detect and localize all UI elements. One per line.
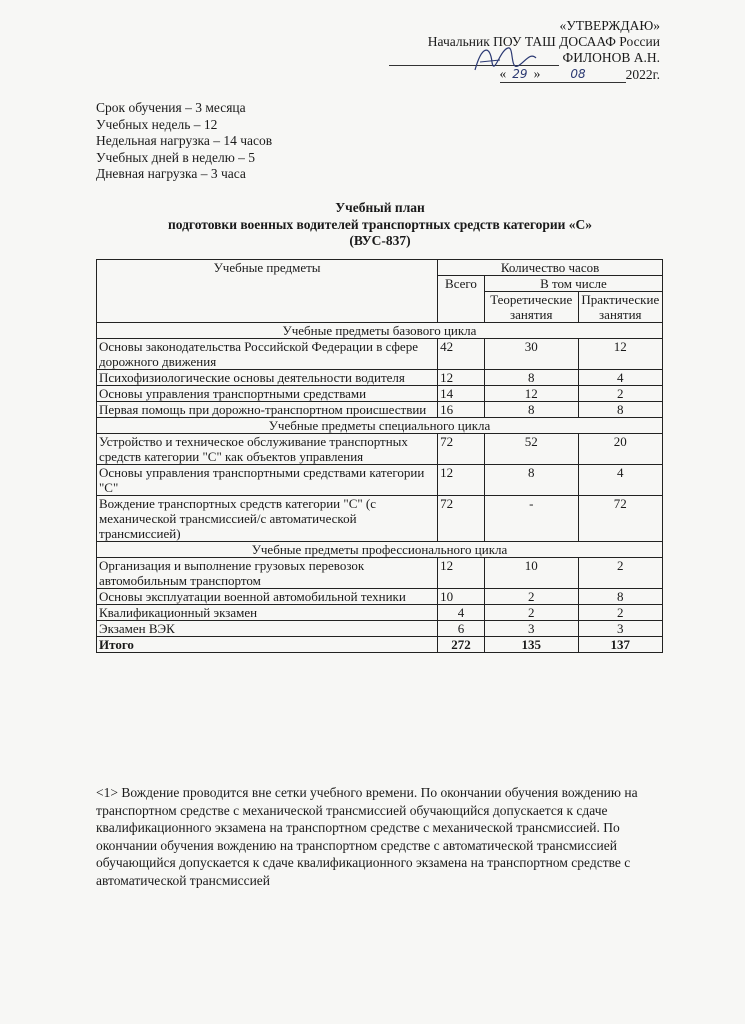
hours-total: 6 bbox=[438, 621, 485, 637]
total-hours: 272 bbox=[438, 637, 485, 653]
hours-theory: 30 bbox=[484, 339, 578, 370]
title-line-2: подготовки военных водителей транспортных средств категории «С» bbox=[167, 216, 593, 232]
title-line-1: Учебный план bbox=[335, 200, 425, 215]
footnote: <1> Вождение проводится вне сетки учебного времени. По окончании обучения вождению на транспортном средстве с механической трансмиссией обучающийся допускается к сдаче квалификационного экзамена на транспортном средстве с механической трансмиссией. По окончании обучения вождению на транспортном средстве с автоматической трансмиссией обучающийся допускается к сдаче квалификационного экзамена на транспортном средстве с автоматической трансмиссией bbox=[96, 785, 638, 888]
hours-practice: 3 bbox=[578, 621, 662, 637]
table-row bbox=[97, 605, 663, 621]
table-row bbox=[97, 339, 663, 370]
hours-total: 4 bbox=[438, 605, 485, 621]
hours-theory: 2 bbox=[484, 589, 578, 605]
table-row bbox=[97, 496, 663, 542]
total-theory: 135 bbox=[484, 637, 578, 653]
table-row bbox=[97, 370, 663, 386]
subject-name: Основы управления транспортными средствами bbox=[97, 386, 438, 402]
info-line: Учебных недель – 12 bbox=[96, 116, 218, 132]
hours-practice: 8 bbox=[578, 402, 662, 418]
curriculum-table bbox=[96, 259, 663, 653]
hours-total: 10 bbox=[438, 589, 485, 605]
hours-theory: 8 bbox=[484, 370, 578, 386]
table-row bbox=[97, 386, 663, 402]
hours-theory: - bbox=[484, 496, 578, 542]
hours-total: 16 bbox=[438, 402, 485, 418]
total-practice: 137 bbox=[578, 637, 662, 653]
subject-name: Первая помощь при дорожно-транспортном происшествии bbox=[97, 402, 438, 418]
section-title: Учебные предметы профессионального цикла bbox=[97, 542, 663, 558]
subject-name: Психофизиологические основы деятельности водителя bbox=[97, 370, 438, 386]
subject-name: Квалификационный экзамен bbox=[97, 605, 438, 621]
hours-practice: 72 bbox=[578, 496, 662, 542]
approval-name: ФИЛОНОВ А.Н. bbox=[562, 50, 660, 65]
section-row bbox=[97, 542, 663, 558]
hours-theory: 3 bbox=[484, 621, 578, 637]
header-including: В том числе bbox=[484, 276, 662, 292]
section-row bbox=[97, 323, 663, 339]
section-title: Учебные предметы специального цикла bbox=[97, 418, 663, 434]
hours-theory: 8 bbox=[484, 465, 578, 496]
table-row bbox=[97, 434, 663, 465]
info-line: Учебных дней в неделю – 5 bbox=[96, 149, 256, 165]
hours-total: 72 bbox=[438, 496, 485, 542]
subject-name: Организация и выполнение грузовых перевозок автомобильным транспортом bbox=[97, 558, 438, 589]
title-line-3: (ВУС-837) bbox=[349, 233, 411, 248]
date-day: 29 bbox=[506, 66, 533, 83]
hours-total: 42 bbox=[438, 339, 485, 370]
hours-practice: 20 bbox=[578, 434, 662, 465]
hours-theory: 10 bbox=[484, 558, 578, 589]
header-row bbox=[97, 260, 663, 276]
hours-total: 12 bbox=[438, 558, 485, 589]
approval-title: «УТВЕРЖДАЮ» bbox=[559, 18, 660, 33]
info-line: Дневная нагрузка – 3 часа bbox=[96, 166, 246, 181]
hours-practice: 2 bbox=[578, 386, 662, 402]
hours-practice: 4 bbox=[578, 465, 662, 496]
hours-total: 12 bbox=[438, 370, 485, 386]
info-line: Срок обучения – 3 месяца bbox=[96, 100, 246, 115]
subject-name: Устройство и техническое обслуживание транспортных средств категории "С" как объектов управления bbox=[97, 434, 438, 465]
hours-practice: 2 bbox=[578, 605, 662, 621]
course-info bbox=[96, 100, 272, 183]
date-year: 2022г. bbox=[625, 67, 660, 82]
handwritten-signature bbox=[470, 40, 540, 80]
hours-practice: 12 bbox=[578, 339, 662, 370]
hours-theory: 12 bbox=[484, 386, 578, 402]
info-line: Недельная нагрузка – 14 часов bbox=[96, 133, 273, 148]
hours-practice: 8 bbox=[578, 589, 662, 605]
header-theory: Теоретические занятия bbox=[484, 292, 578, 323]
hours-total: 14 bbox=[438, 386, 485, 402]
table-row bbox=[97, 589, 663, 605]
header-subjects: Учебные предметы bbox=[97, 260, 438, 323]
subject-name: Основы управления транспортными средствами категории "С" bbox=[97, 465, 438, 496]
table-row bbox=[97, 558, 663, 589]
header-total: Всего bbox=[438, 276, 485, 323]
hours-total: 72 bbox=[438, 434, 485, 465]
hours-theory: 8 bbox=[484, 402, 578, 418]
hours-practice: 2 bbox=[578, 558, 662, 589]
subject-name: Вождение транспортных средств категории "С" (с механической трансмиссией/с автоматической трансмиссией) bbox=[97, 496, 438, 542]
subject-name: Основы эксплуатации военной автомобильной техники bbox=[97, 589, 438, 605]
subject-name: Основы законодательства Российской Федерации в сфере дорожного движения bbox=[97, 339, 438, 370]
total-row bbox=[97, 637, 663, 653]
hours-theory: 2 bbox=[484, 605, 578, 621]
document-title bbox=[90, 200, 670, 250]
section-title: Учебные предметы базового цикла bbox=[97, 323, 663, 339]
hours-practice: 4 bbox=[578, 370, 662, 386]
header-practice: Практические занятия bbox=[578, 292, 662, 323]
date-close-quote: » bbox=[533, 66, 541, 81]
approval-position: Начальник ПОУ ТАШ ДОСААФ России bbox=[427, 34, 660, 49]
table-row bbox=[97, 621, 663, 637]
header-hours: Количество часов bbox=[438, 260, 663, 276]
total-label: Итого bbox=[97, 637, 438, 653]
hours-total: 12 bbox=[438, 465, 485, 496]
subject-name: Экзамен ВЭК bbox=[97, 621, 438, 637]
section-row bbox=[97, 418, 663, 434]
table-row bbox=[97, 465, 663, 496]
table-row bbox=[97, 402, 663, 418]
hours-theory: 52 bbox=[484, 434, 578, 465]
date-month: 08 bbox=[540, 66, 625, 83]
date-open-quote: « bbox=[499, 66, 507, 81]
